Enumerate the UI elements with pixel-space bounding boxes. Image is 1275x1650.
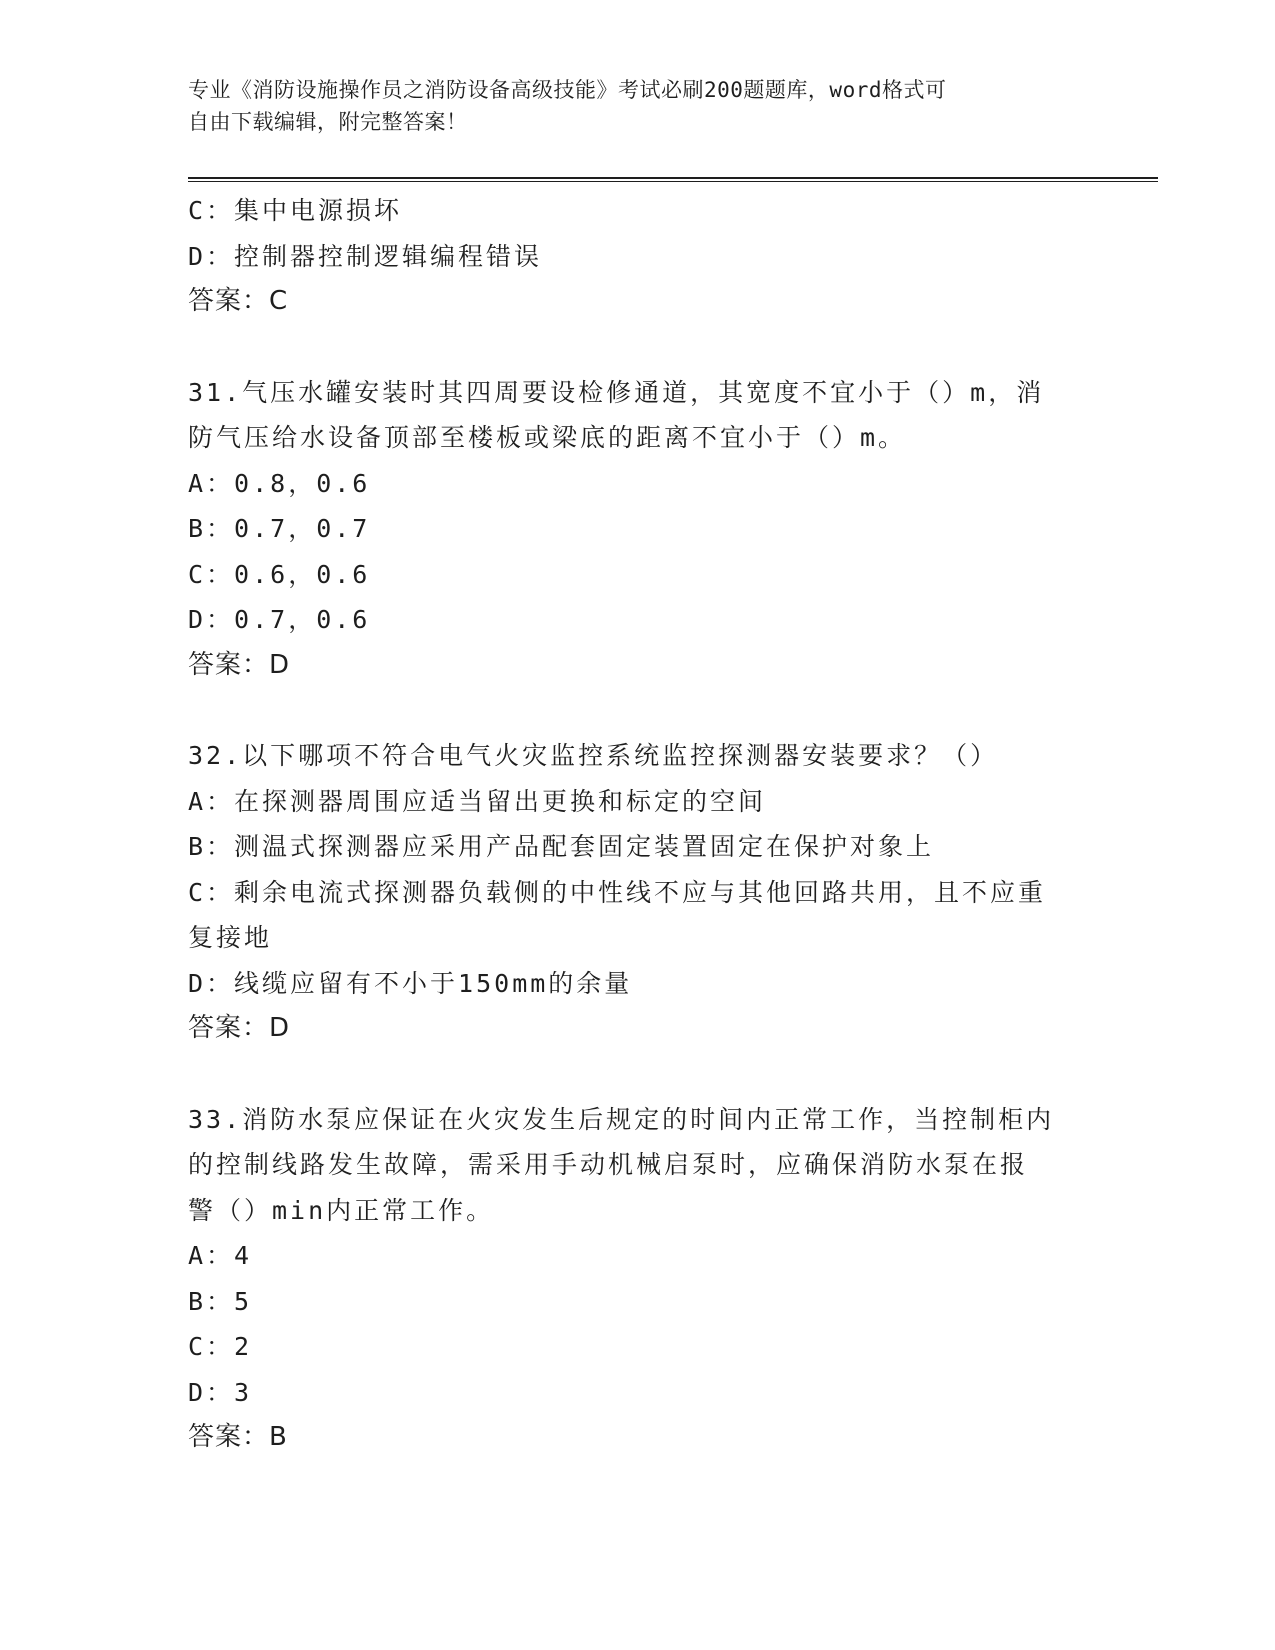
question-stem-line: 31.气压水罐安装时其四周要设检修通道，其宽度不宜小于（）m，消: [188, 377, 1045, 407]
option-c: C：0.6，0.6: [188, 559, 371, 589]
header-line-1: 专业《消防设施操作员之消防设备高级技能》考试必刷200题题库，word格式可: [188, 78, 947, 102]
question-block-32: [188, 733, 1088, 1052]
question-block-31: [188, 370, 1088, 689]
header-rule-thin: [188, 181, 1158, 182]
question-stem-line: 的控制线路发生故障，需采用手动机械启泵时，应确保消防水泵在报: [188, 1150, 1029, 1179]
spacer: [188, 688, 1088, 733]
question-stem-line: 防气压给水设备顶部至楼板或梁底的距离不宜小于（）m。: [188, 423, 907, 452]
spacer: [188, 1052, 1088, 1097]
option-d: D：线缆应留有不小于150mm的余量: [188, 968, 633, 998]
option-a: A：在探测器周围应适当留出更换和标定的空间: [188, 786, 767, 816]
option-b: B：测温式探测器应采用产品配套固定装置固定在保护对象上: [188, 832, 935, 861]
option-c: C：2: [188, 1332, 253, 1361]
option-d: D：0.7，0.6: [188, 605, 371, 634]
answer-line: 答案：B: [188, 1422, 288, 1452]
option-a: A：4: [188, 1241, 253, 1270]
question-block-30-tail: [188, 188, 1088, 325]
option-c-continued: 复接地: [188, 923, 273, 952]
question-block-33: [188, 1097, 1088, 1461]
spacer: [188, 325, 1088, 370]
option-c: C：集中电源损坏: [188, 196, 403, 225]
option-d: D：3: [188, 1377, 253, 1407]
option-b: B：5: [188, 1286, 253, 1316]
option-d: D：控制器控制逻辑编程错误: [188, 241, 543, 271]
question-list: [188, 188, 1088, 1461]
document-header: [188, 74, 1068, 138]
option-b: B：0.7，0.7: [188, 514, 371, 543]
question-stem-line: 警（）min内正常工作。: [188, 1195, 495, 1225]
header-line-2: 自由下载编辑，附完整答案！: [188, 110, 468, 134]
question-stem-line: 33.消防水泵应保证在火灾发生后规定的时间内正常工作，当控制柜内: [188, 1104, 1055, 1134]
question-stem-line: 32.以下哪项不符合电气火灾监控系统监控探测器安装要求？（）: [188, 741, 999, 770]
answer-line: 答案：D: [188, 649, 291, 680]
header-rule-thick: [188, 177, 1158, 179]
answer-line: 答案：C: [188, 286, 289, 316]
answer-line: 答案：D: [188, 1013, 291, 1043]
option-c: C：剩余电流式探测器负载侧的中性线不应与其他回路共用，且不应重: [188, 877, 1047, 907]
option-a: A：0.8，0.6: [188, 468, 371, 498]
